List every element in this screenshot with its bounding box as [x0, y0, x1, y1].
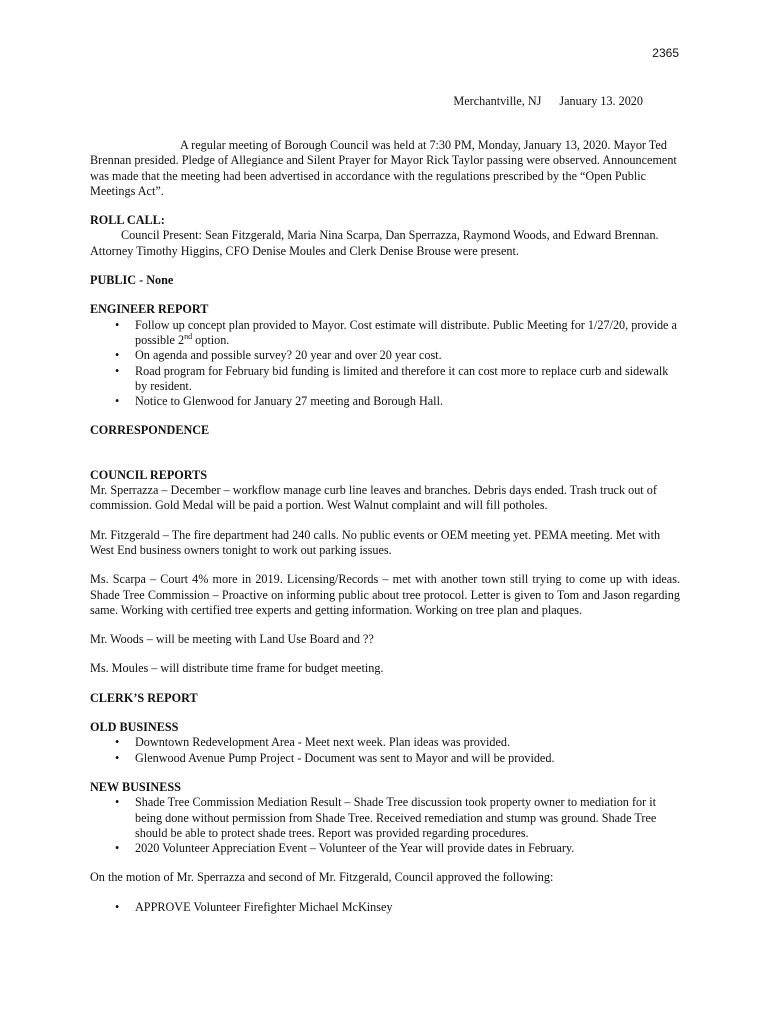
old-business-heading: OLD BUSINESS	[90, 720, 179, 735]
bullet-icon: •	[115, 899, 120, 914]
list-item	[90, 841, 680, 856]
page-number: 2365	[652, 46, 679, 60]
list-item	[90, 900, 680, 915]
bullet-icon: •	[115, 841, 120, 856]
new-business-heading: NEW BUSINESS	[90, 779, 181, 794]
public-heading: PUBLIC - None	[90, 273, 174, 288]
sperrazza-report: Mr. Sperrazza – December – workflow manage curb line leaves and branches. Debris days ended. Trash truck out of commission. Gold Medal will be paid a portion. West Walnut complaint and will fill potholes.	[90, 483, 657, 513]
meeting-date: January 13. 2020	[559, 94, 643, 108]
bullet-icon: •	[115, 795, 120, 810]
bullet-icon: •	[115, 348, 120, 363]
list-item	[90, 318, 680, 349]
roll-call-heading: ROLL CALL:	[90, 213, 165, 228]
motion-paragraph: On the motion of Mr. Sperrazza and second of Mr. Fitzgerald, Council approved the following:	[90, 870, 554, 885]
council-reports-heading: COUNCIL REPORTS	[90, 467, 208, 482]
item-text: 2020 Volunteer Appreciation Event – Volunteer of the Year will provide dates in February.	[135, 841, 575, 856]
engineer-report-heading: ENGINEER REPORT	[90, 302, 209, 317]
item-text: Follow up concept plan provided to Mayor. Cost estimate will distribute. Public Meeting for 1/27/20, provide a possible 2	[135, 317, 677, 347]
list-item	[90, 348, 680, 363]
bullet-icon: •	[115, 735, 120, 750]
engineer-report-list	[90, 318, 680, 410]
item-text: APPROVE Volunteer Firefighter Michael McKinsey	[135, 899, 393, 914]
bullet-icon: •	[115, 317, 120, 332]
list-item	[90, 394, 680, 409]
intro-paragraph: A regular meeting of Borough Council was held at 7:30 PM, Monday, January 13, 2020. Mayor Ted Brennan presided. Pledge of Allegiance and Silent Prayer for Mayor Rick Taylor passing were observed. Announcement was made that the meeting had been advertised in accordance with the regulations prescribed by the “Open Public Meetings Act”.	[90, 138, 677, 198]
place: Merchantville, NJ	[453, 94, 542, 108]
correspondence-heading: CORRESPONDENCE	[90, 423, 210, 438]
item-text: Notice to Glenwood for January 27 meeting and Borough Hall.	[135, 394, 444, 409]
old-business-list	[90, 735, 680, 766]
list-item	[90, 735, 680, 750]
item-text: Road program for February bid funding is limited and therefore it can cost more to replace curb and sidewalk by resident.	[135, 363, 669, 393]
item-text: On agenda and possible survey? 20 year and over 20 year cost.	[135, 348, 442, 363]
item-text-end: option.	[192, 332, 230, 347]
item-text: Downtown Redevelopment Area - Meet next week. Plan ideas was provided.	[135, 735, 511, 750]
list-item	[90, 364, 680, 395]
approval-list	[90, 900, 680, 915]
list-item	[90, 751, 680, 766]
list-item	[90, 795, 680, 841]
scarpa-report: Ms. Scarpa – Court 4% more in 2019. Licensing/Records – met with another town still trying to come up with ideas. Shade Tree Commission – Proactive on informing public about tree protocol. Letter is given to Tom and Jason regarding same. Working with certified tree experts and getting information. Working on tree plan and plaques.	[90, 572, 680, 617]
bullet-icon: •	[115, 750, 120, 765]
bullet-icon: •	[115, 394, 120, 409]
item-text: Shade Tree Commission Mediation Result – Shade Tree discussion took property owner to mediation for it being done without permission from Shade Tree. Received remediation and stump was ground. Shade Tree should be able to protect shade trees. Report was provided regarding procedures.	[135, 795, 657, 840]
dateline	[0, 94, 643, 109]
moules-report: Ms. Moules – will distribute time frame for budget meeting.	[90, 661, 384, 676]
item-text: Glenwood Avenue Pump Project - Document was sent to Mayor and will be provided.	[135, 750, 555, 765]
minutes-body	[90, 138, 680, 915]
new-business-list	[90, 795, 680, 856]
ordinal-suffix: nd	[184, 331, 193, 341]
clerks-report-heading: CLERK’S REPORT	[90, 690, 198, 705]
fitzgerald-report: Mr. Fitzgerald – The fire department had 240 calls. No public events or OEM meeting yet. PEMA meeting. Met with West End business owners tonight to work out parking issues.	[90, 527, 661, 557]
bullet-icon: •	[115, 363, 120, 378]
roll-call-text: Council Present: Sean Fitzgerald, Maria Nina Scarpa, Dan Sperrazza, Raymond Woods, and Edward Brennan. Attorney Timothy Higgins, CFO Denise Moules and Clerk Denise Brouse were present.	[90, 228, 659, 258]
woods-report: Mr. Woods – will be meeting with Land Use Board and ??	[90, 632, 374, 647]
